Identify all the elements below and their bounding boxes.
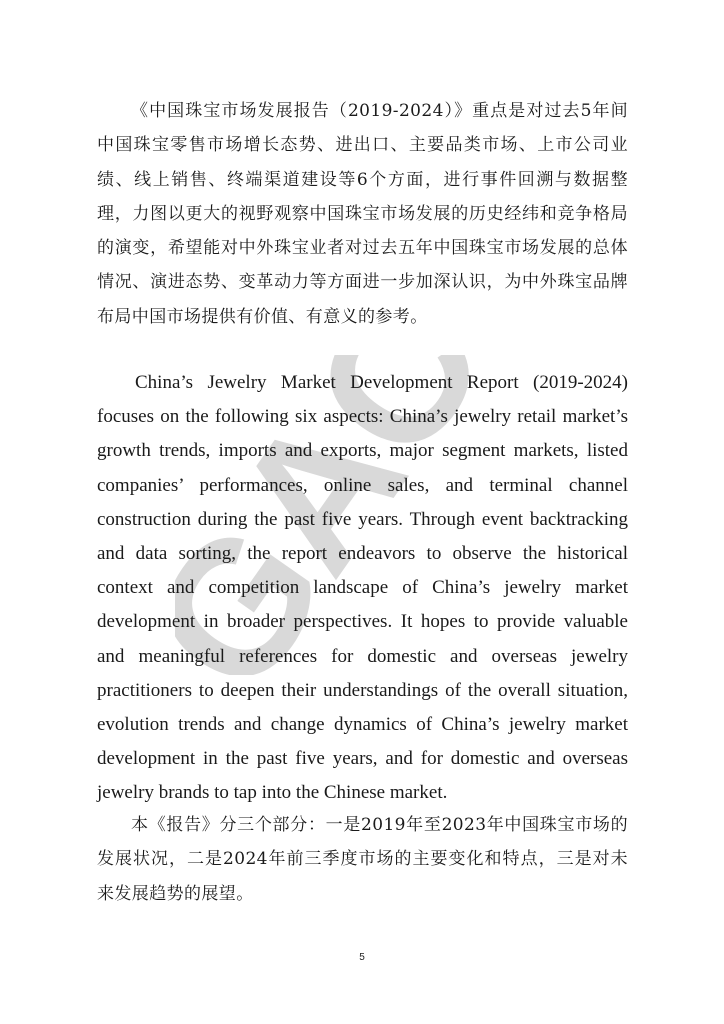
- chinese-intro-paragraph: 《中国珠宝市场发展报告（2019-2024）》重点是对过去5年间中国珠宝零售市场增长态势、进出口、主要品类市场、上市公司业绩、线上销售、终端渠道建设等6个方面，进行事件回溯与数据整理，力图以更大的视野观察中国珠宝市场发展的历史经纬和竞争格局的演变，希望能对中外珠宝业者对过去五年中国珠宝市场发展的总体情况、演进态势、变革动力等方面进一步加深认识，为中外珠宝品牌布局中国市场提供有价值、有意义的参考。: [97, 101, 628, 327]
- english-intro-paragraph: China’s Jewelry Market Development Report (2019-2024) focuses on the following six aspects: China’s jewelry retail market’s growth trends, imports and exports, major segment markets, listed companies’ performances, online sales, and terminal channel construction during the past five years. Through event backtracking and data sorting, the report endeavors to observe the historical context and competition landscape of China’s jewelry market development in broader perspectives. It hopes to provide valuable and meaningful references for domestic and overseas jewelry practitioners to deepen their understandings of the overall situation, evolution trends and change dynamics of China’s jewelry market development in the past five years, and for domestic and overseas jewelry brands to tap into the Chinese market.: [97, 372, 628, 804]
- watermark-text: GAC: [175, 355, 515, 675]
- page-number: 5: [359, 952, 365, 963]
- chinese-structure-paragraph: 本《报告》分三个部分：一是2019年至2023年中国珠宝市场的发展状况，二是2024年前三季度市场的主要变化和特点，三是对未来发展趋势的展望。: [97, 815, 628, 904]
